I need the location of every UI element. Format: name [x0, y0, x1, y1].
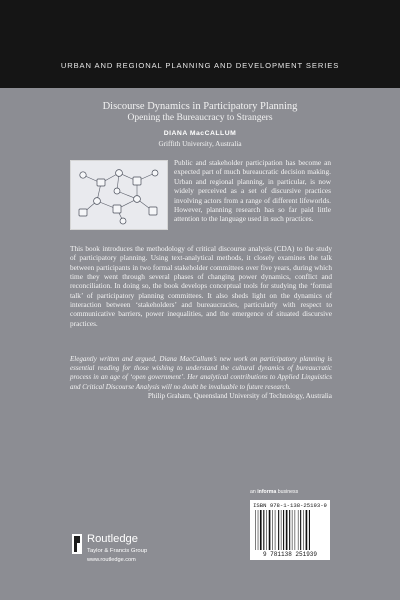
author-name: DIANA MacCALLUM — [163, 130, 237, 137]
publisher-website[interactable]: www.routledge.com — [87, 557, 136, 563]
informa-suffix: business — [276, 489, 299, 495]
informa-business-label — [250, 489, 298, 495]
informa-prefix: an — [250, 489, 258, 495]
endorsement-quote: Elegantly written and argued, Diana MacCallum’s new work on participatory planning is essential reading for those wishing to understand the cultural dynamics of bureaucratic process in an age of ‘open government’. Her analytical contributions to Applied Linguistics and Critical Discourse Analysis will no doubt be invaluable to future research. — [70, 355, 332, 391]
series-band — [0, 0, 400, 88]
barcode-panel — [250, 500, 330, 560]
informa-brand: informa — [257, 489, 277, 495]
blurb-intro: Public and stakeholder participation has become an expected part of much bureaucratic decision making. Urban and regional planning, in particular, is now widely perceived as a set of discursive practices involving actors from a range of different lifeworlds. However, planning research has so far paid little attention to the language used in such practices. — [174, 158, 331, 224]
isbn-text: ISBN 978-1-138-25193-9 — [253, 502, 327, 509]
blurb-main: This book introduces the methodology of critical discourse analysis (CDA) to the study of participatory planning. Using text-analytical methods, it closely examines the talk between participants in two formal stakeholder committees over five years, during which time they went through several phases of changing power dynamics, conflict and reconciliation. In doing so, the book develops conceptual tools for studying the ‘formal talk’ of participatory planning committees. It also sheds light on the dynamics of interaction between ‘stakeholders’ and bureaucracies, particularly with respect to communicative barriers, power inequalities, and the emergence of situated discursive practices. — [70, 244, 332, 328]
book-subtitle: Opening the Bureaucracy to Strangers — [127, 113, 273, 123]
routledge-logo-icon — [72, 534, 82, 554]
book-title: Discourse Dynamics in Participatory Planning — [102, 101, 298, 112]
network-diagram-icon — [70, 160, 168, 230]
author-affiliation: Griffith University, Australia — [158, 140, 242, 148]
series-title: URBAN AND REGIONAL PLANNING AND DEVELOPMENT SERIES — [60, 61, 340, 70]
barcode-digits: 9 781138 251939 — [262, 551, 317, 558]
publisher-name: Routledge — [87, 533, 139, 545]
endorsement-attribution: Philip Graham, Queensland University of Technology, Australia — [147, 392, 332, 400]
publisher-group: Taylor & Francis Group — [87, 548, 148, 554]
